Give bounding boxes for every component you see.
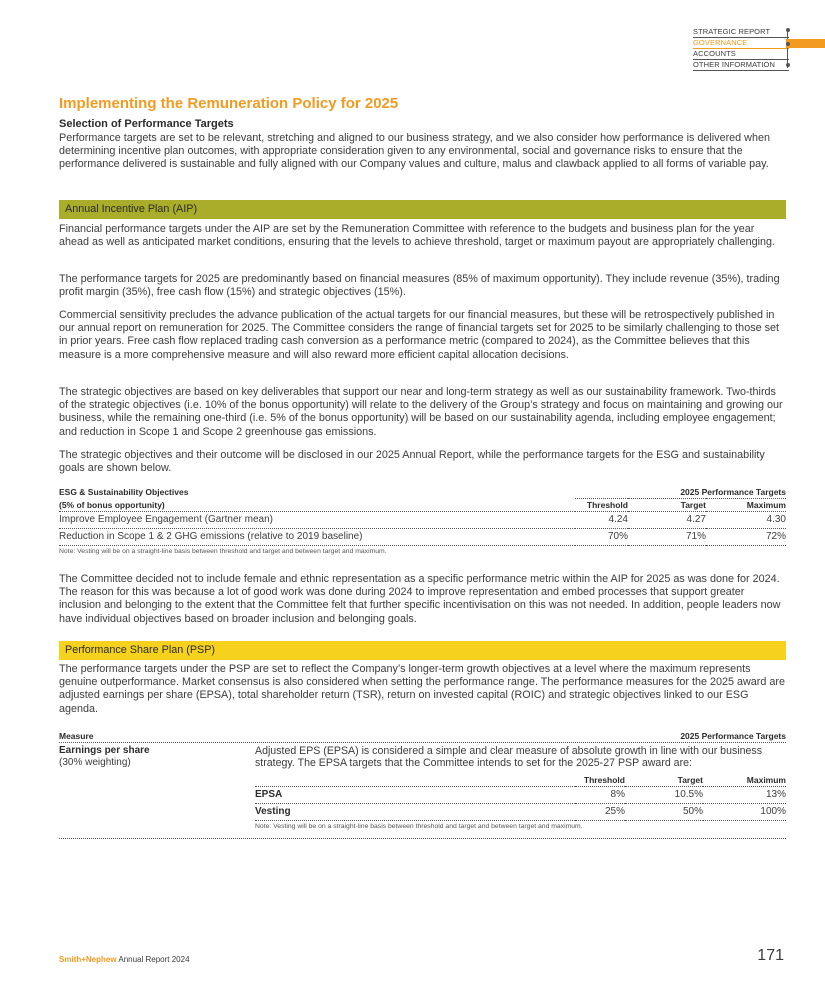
cell-maximum: 72% [706, 529, 786, 546]
row-label: Improve Employee Engagement (Gartner mean) [59, 512, 575, 529]
psp-col-threshold: Threshold [575, 774, 625, 787]
nav-item-governance[interactable]: GOVERNANCE [693, 38, 789, 49]
psp-targets-table [59, 731, 786, 839]
row-label: EPSA [255, 786, 575, 803]
row-label: Vesting [255, 803, 575, 820]
psp-col-maximum: Maximum [703, 774, 786, 787]
aip-paragraph-2: The performance targets for 2025 are predominantly based on financial measures (85% of maximum opportunity). They include revenue (35%), trading profit margin (35%), free cash flow (15%) and strategic objectives (15%). [59, 273, 780, 299]
cell-target: 50% [625, 803, 703, 820]
table-row [255, 803, 786, 820]
esg-col-maximum: Maximum [706, 499, 786, 512]
esg-group-header: 2025 Performance Targets [575, 486, 786, 499]
cell-threshold: 4.24 [575, 512, 628, 529]
table-row [255, 786, 786, 803]
table-row [59, 529, 786, 546]
psp-measure-weight: (30% weighting) [59, 757, 131, 768]
aip-paragraph-5: The strategic objectives and their outcome will be disclosed in our 2025 Annual Report, while the performance targets for the ESG and sustainability goals are shown below. [59, 449, 765, 475]
nav-active-tab-marker [786, 39, 825, 48]
psp-measure-name: Earnings per share [59, 745, 150, 756]
aip-paragraph-1: Financial performance targets under the AIP are set by the Remuneration Committee with reference to the budgets and business plan for the year ahead as well as anticipated market conditions, ensuring that the levels to achieve threshold, target or maximum payout are appropriately challenging. [59, 223, 776, 249]
footer-report-title [59, 955, 190, 964]
esg-targets-table [59, 486, 786, 555]
nav-item-other-information[interactable]: OTHER INFORMATION [693, 60, 789, 71]
esg-header-line1: ESG & Sustainability Objectives [59, 487, 189, 498]
aip-paragraph-3: Commercial sensitivity precludes the advance publication of the actual targets for our financial measures, but these will be retrospectively published in our annual report on remuneration for 2025. The Committee considers the range of financial targets set for 2025 to be similarly challenging to those set in prior years. Free cash flow replaced trading cash conversion as a performance metric (compared to 2024), as the Committee believes that this measure is a more comprehensive measure and will also reward more efficient capital allocation decisions. [59, 309, 780, 361]
aip-paragraph-4: The strategic objectives are based on key deliverables that support our near and long-term strategy as well as our sustainability framework. Two-thirds of the strategic objectives (i.e. 10% of the bonus opportunity) will relate to the delivery of the Group’s strategy and focus on maintaining and growing our business, while the remaining one-third (i.e. 5% of the bonus opportunity) will be based on our sustainability agenda, including employee engagement; and reduction in Scope 1 and Scope 2 greenhouse gas emissions. [59, 386, 783, 438]
nav-dot [786, 28, 790, 32]
esg-col-target: Target [628, 499, 706, 512]
esg-table-note: Note: Vesting will be on a straight-line basis between threshold and target and between target and maximum. [59, 548, 387, 555]
nav-item-strategic-report[interactable]: STRATEGIC REPORT [693, 27, 789, 38]
aip-closing-paragraph: The Committee decided not to include female and ethnic representation as a specific performance metric within the AIP for 2025 as was done for 2024. The reason for this was because a lot of good work was done during 2024 to improve representation and embed processes that support greater inclusion and belonging to the extent that the Committee felt that further specific incentivisation on this was not needed. In addition, people leaders now have individual objectives based on broader inclusion and belonging goals. [59, 573, 781, 625]
cell-threshold: 8% [575, 786, 625, 803]
nav-dot [786, 63, 790, 67]
cell-threshold: 70% [575, 529, 628, 546]
psp-measure-description: Adjusted EPS (EPSA) is considered a simple and clear measure of absolute growth in line with our business strategy. The EPSA targets that the Committee intends to set for the 2025-27 PSP award are: [255, 745, 762, 770]
section-nav [693, 27, 789, 71]
row-label: Reduction in Scope 1 & 2 GHG emissions (relative to 2019 baseline) [59, 529, 575, 546]
psp-table-note: Note: Vesting will be on a straight-line basis between threshold and target and between target and maximum. [255, 822, 583, 830]
cell-maximum: 4.30 [706, 512, 786, 529]
nav-dot [786, 42, 790, 46]
esg-col-threshold: Threshold [575, 499, 628, 512]
psp-group-header: 2025 Performance Targets [680, 731, 786, 741]
page-title: Implementing the Remuneration Policy for 2025 [59, 95, 399, 112]
table-row [59, 512, 786, 529]
psp-heading-bar: Performance Share Plan (PSP) [59, 641, 786, 660]
section-subheading: Selection of Performance Targets [59, 118, 234, 130]
brand-name: Smith+Nephew [59, 955, 117, 964]
psp-col-target: Target [625, 774, 703, 787]
cell-target: 10.5% [625, 786, 703, 803]
aip-heading-bar: Annual Incentive Plan (AIP) [59, 200, 786, 219]
psp-intro-paragraph: The performance targets under the PSP are set to reflect the Company’s longer-term growth objectives at a level where the maximum represents genuine outperformance. Market consensus is also considered when setting the performance range. The performance measures for the 2025 award are adjusted earnings per share (EPSA), total shareholder return (TSR), return on invested capital (ROIC) and strategic objectives linked to our ESG agenda. [59, 663, 786, 715]
report-name: Annual Report 2024 [116, 955, 190, 964]
cell-maximum: 13% [703, 786, 786, 803]
cell-threshold: 25% [575, 803, 625, 820]
cell-maximum: 100% [703, 803, 786, 820]
psp-measure-header: Measure [59, 731, 94, 741]
intro-paragraph: Performance targets are set to be relevant, stretching and aligned to our business strategy, and we also consider how performance is delivered when determining incentive plan outcomes, with appropriate consideration given to any environmental, social and governance risks to ensure that the performance delivered is sustainable and fully aligned with our Company values and culture, malus and clawback applied to all forms of variable pay. [59, 132, 770, 171]
cell-target: 71% [628, 529, 706, 546]
cell-target: 4.27 [628, 512, 706, 529]
nav-item-accounts[interactable]: ACCOUNTS [693, 49, 789, 60]
page-number: 171 [757, 947, 784, 964]
esg-header-line2: (5% of bonus opportunity) [59, 499, 575, 512]
